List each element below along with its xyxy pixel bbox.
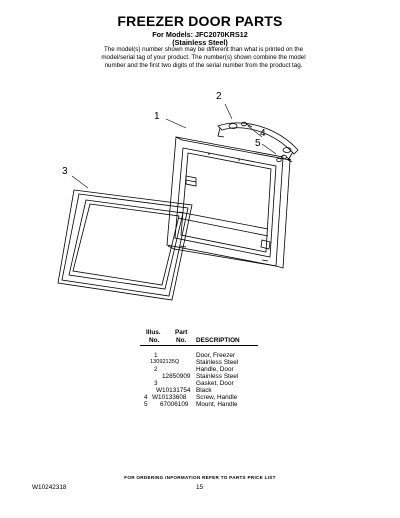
page-title: FREEZER DOOR PARTS: [117, 13, 283, 29]
ordering-info: FOR ORDERING INFORMATION REFER TO PARTS PRICE LIST: [124, 475, 276, 480]
callout-1: 1: [154, 111, 160, 122]
door-drawing: [167, 137, 290, 268]
leader-lines: [72, 104, 276, 188]
header-description: DESCRIPTION: [196, 337, 240, 344]
header-rule: [140, 345, 258, 346]
header-part-no: No.: [176, 337, 187, 344]
header-illus-no: No.: [149, 337, 160, 344]
callout-2: 2: [216, 91, 222, 102]
gasket-drawing: [58, 190, 192, 300]
page-number: 15: [196, 484, 204, 491]
model-line: For Models: JFC2070KRS12: [152, 30, 248, 39]
header-part: Part: [175, 329, 188, 336]
finish-line: (Stainless Steel): [172, 38, 228, 47]
model-note: The model(s) number shown may be different than what is printed on the model/serial tag of your product. The number(s) shown combine the model number and the first two digits of the serial number from the product tag.: [101, 46, 306, 69]
callout-3: 3: [62, 166, 68, 177]
callout-5: 5: [255, 138, 261, 149]
header-illus: Illus.: [146, 329, 161, 336]
document-number: W10242318: [32, 484, 67, 491]
callout-4: 4: [260, 128, 266, 139]
